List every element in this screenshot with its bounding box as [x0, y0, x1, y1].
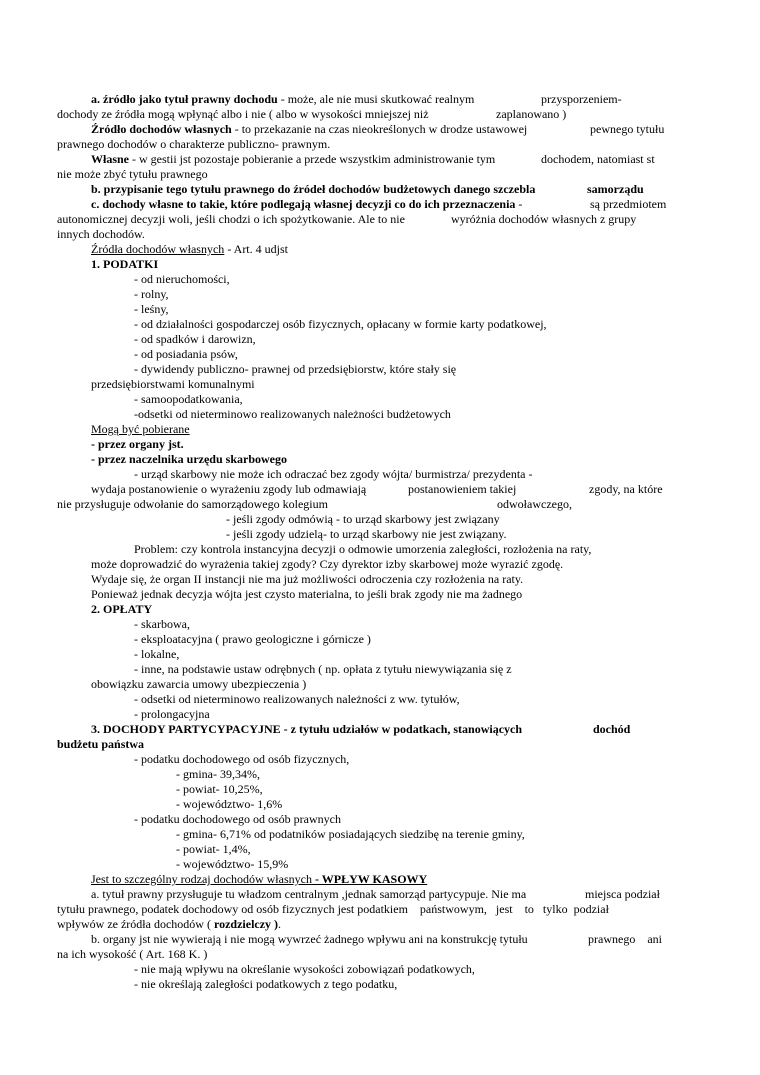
list-item: - eksploatacyjna ( prawo geologiczne i górnicze ) [134, 632, 371, 646]
line: b. organy jst nie wywierają i nie mogą wywrzeć żadnego wpływu ani na konstrukcję tytułu [91, 932, 528, 946]
line: Mogą być pobierane [91, 422, 190, 436]
list-item: - rolny, [134, 287, 169, 301]
line: przedsiębiorstwami komunalnymi [91, 377, 255, 391]
line: Źródła dochodów własnych - Art. 4 udjst [91, 242, 288, 256]
line: dochody ze źródła mogą wpłynąć albo i nie ( albo w wysokości mniejszej niż [57, 107, 429, 121]
line: samorządu [587, 182, 644, 196]
list-item: - gmina- 6,71% od podatników posiadających siedzibę na terenie gminy, [176, 827, 525, 841]
list-item: - lokalne, [134, 647, 180, 661]
line: Własne - w gestii jst pozostaje pobieranie a przede wszystkim administrowanie tym [91, 152, 496, 166]
line: innych dochodów. [57, 227, 145, 241]
line: nie przysługuje odwołanie do samorządowego kolegium [57, 497, 328, 511]
list-item: - podatku dochodowego od osób fizycznych, [134, 752, 350, 766]
line: prawnego ani [588, 932, 662, 946]
line: są przedmiotem [590, 197, 667, 211]
line: wydaja postanowienie o wyrażeniu zgody lub odmawiają [91, 482, 367, 496]
list-item: - powiat- 10,25%, [176, 782, 263, 796]
line: dochodem, natomiast st [541, 152, 655, 166]
line: pewnego tytułu [590, 122, 665, 136]
list-item: - od nieruchomości, [134, 272, 230, 286]
list-item: - samoopodatkowania, [134, 392, 243, 406]
line: - przez naczelnika urzędu skarbowego [91, 452, 287, 466]
list-item: - od spadków i darowizn, [134, 332, 256, 346]
list-item: - podatku dochodowego od osób prawnych [134, 812, 341, 826]
list-item: - województwo- 1,6% [176, 797, 283, 811]
line: - jeśli zgody udzielą- to urząd skarbowy nie jest związany. [226, 527, 507, 541]
line: Problem: czy kontrola instancyjna decyzji o odmowie umorzenia zaległości, rozłożenia na raty, [134, 542, 592, 556]
section-heading: 3. DOCHODY PARTYCYPACYJNE - z tytułu udziałów w podatkach, stanowiących [91, 722, 523, 736]
list-item: - inne, na podstawie ustaw odrębnych ( np. opłata z tytułu niewywiązania się z [134, 662, 512, 676]
line: przysporzeniem- [541, 92, 622, 106]
line: - urząd skarbowy nie może ich odraczać bez zgody wójta/ burmistrza/ prezydenta - [134, 467, 533, 481]
line: - jeśli zgody odmówią - to urząd skarbowy jest związany [226, 512, 500, 526]
line: odwoławczego, [497, 497, 572, 511]
line: zaplanowano ) [496, 107, 567, 121]
line: może doprowadzić do wyrażenia takiej zgody? Czy dyrektor izby skarbowej może wyrazić zgodę. [91, 557, 564, 571]
list-item: -odsetki od nieterminowo realizowanych należności budżetowych [134, 407, 451, 421]
line: budżetu państwa [57, 737, 145, 751]
line: Wydaje się, że organ II instancji nie ma już możliwości odroczenia czy rozłożenia na raty. [91, 572, 524, 586]
list-item: - od działalności gospodarczej osób fizycznych, opłacany w formie karty podatkowej, [134, 317, 547, 331]
line: na ich wysokość ( Art. 168 K. ) [57, 947, 208, 961]
list-item: - od posiadania psów, [134, 347, 238, 361]
line: tytułu prawnego, podatek dochodowy od osób fizycznych jest podatkiem państwowym, jest to tylko podział [57, 902, 609, 916]
list-item: - prolongacyjna [134, 707, 210, 721]
line: nie może zbyć tytułu prawnego [57, 167, 208, 181]
line: obowiązku zawarcia umowy ubezpieczenia ) [91, 677, 307, 691]
list-item: - nie mają wpływu na określanie wysokości zobowiązań podatkowych, [134, 962, 475, 976]
line: wpływów ze źródła dochodów ( rozdzielczy ). [57, 917, 282, 931]
line: a. źródło jako tytuł prawny dochodu - może, ale nie musi skutkować realnym [91, 92, 475, 106]
line: miejsca podział [585, 887, 660, 901]
line: zgody, na które [589, 482, 663, 496]
line: c. dochody własne to takie, które podlegają własnej decyzji co do ich przeznaczenia - [91, 197, 523, 211]
line: prawnego dochodów o charakterze publiczno- prawnym. [57, 137, 331, 151]
line: Jest to szczególny rodzaj dochodów własnych - WPŁYW KASOWY [91, 872, 428, 886]
line: b. przypisanie tego tytułu prawnego do źródeł dochodów budżetowych danego szczebla [91, 182, 536, 196]
list-item: - dywidendy publiczno- prawnej od przedsiębiorstw, które stały się [134, 362, 457, 376]
list-item: - powiat- 1,4%, [176, 842, 251, 856]
list-item: - odsetki od nieterminowo realizowanych należności z ww. tytułów, [134, 692, 460, 706]
list-item: - leśny, [134, 302, 169, 316]
line: a. tytuł prawny przysługuje tu władzom centralnym ,jednak samorząd partycypuje. Nie ma [91, 887, 527, 901]
line: wyróżnia dochodów własnych z grupy [451, 212, 637, 226]
list-item: - nie określają zaległości podatkowych z tego podatku, [134, 977, 398, 991]
line: - przez organy jst. [91, 437, 184, 451]
section-heading: 2. OPŁATY [91, 602, 153, 616]
line: postanowieniem takiej [408, 482, 517, 496]
list-item: - skarbowa, [134, 617, 190, 631]
list-item: - województwo- 15,9% [176, 857, 289, 871]
line: Źródło dochodów własnych - to przekazanie na czas nieokreślonych w drodze ustawowej [91, 122, 528, 136]
section-heading: dochód [593, 722, 631, 736]
list-item: - gmina- 39,34%, [176, 767, 260, 781]
line: autonomicznej decyzji woli, jeśli chodzi o ich spożytkowanie. Ale to nie [57, 212, 405, 226]
line: Ponieważ jednak decyzja wójta jest czysto materialna, to jeśli brak zgody nie ma żadnego [91, 587, 523, 601]
section-heading: 1. PODATKI [91, 257, 159, 271]
